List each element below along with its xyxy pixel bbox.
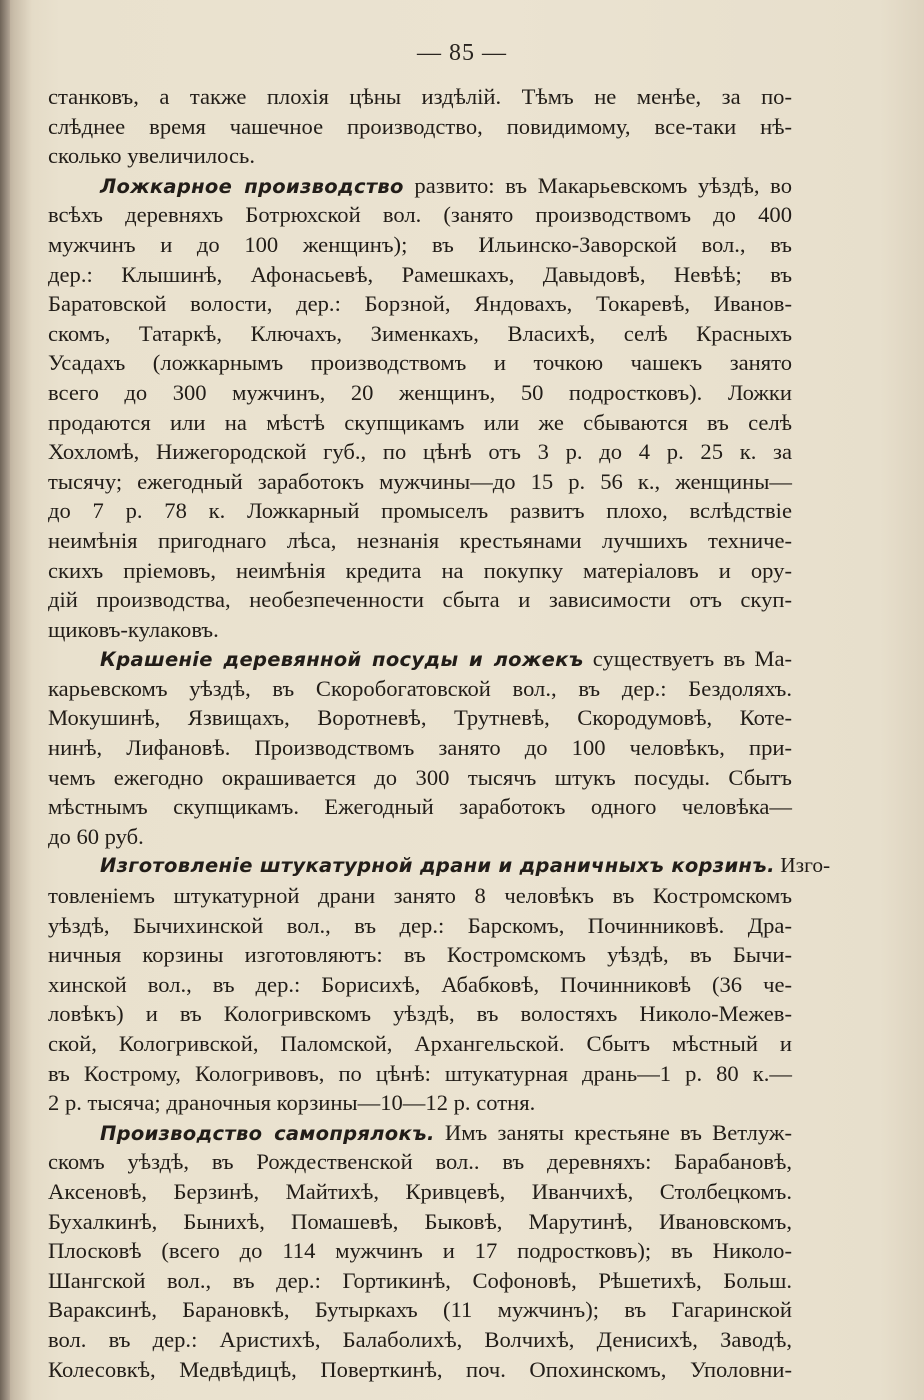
text-line: неимѣнія пригоднаго лѣса, незнанія крестьянами лучшихъ техниче-	[48, 527, 792, 553]
text-line-rest: Имъ заняты крестьяне въ Ветлуж-	[434, 1119, 792, 1145]
paragraph-samopryalki	[48, 1118, 792, 1384]
text-line: продаются или на мѣстѣ скупщикамъ или же сбываются въ селѣ	[48, 409, 792, 435]
text-line: мѣстнымъ скупщикамъ. Ежегодный заработокъ одного человѣка—	[48, 794, 792, 820]
text-line: Хохломѣ, Нижегородской губ., по цѣнѣ отъ 3 р. до 4 р. 25 к. за	[48, 439, 792, 465]
section-heading: Изготовленіе штукатурной драни и драничныхъ корзинъ.	[100, 854, 775, 878]
text-line: карьевскомъ уѣздѣ, въ Скоробогатовской вол., въ дер.: Бездоляхъ.	[48, 675, 792, 701]
text-line: чемъ ежегодно окрашивается до 300 тысячъ штукъ посуды. Сбытъ	[48, 764, 792, 790]
section-heading: Производство самопрялокъ.	[100, 1121, 435, 1145]
text-line: скихъ пріемовъ, неимѣнія кредита на покупку матеріаловъ и ору-	[48, 557, 792, 583]
text-line: станковъ, а также плохія цѣны издѣлій. Тѣмъ не менѣе, за по-	[48, 84, 792, 109]
body-text	[48, 82, 831, 1384]
text-line: Колесовкѣ, Медвѣдицѣ, Поверткинѣ, поч. Опохинскомъ, Уполовни-	[48, 1356, 792, 1382]
paragraph-chashechnoe	[48, 82, 792, 171]
paragraph-drani	[48, 851, 831, 1117]
text-line: мужчинъ и до 100 женщинъ); въ Ильинско-Заворской вол., въ	[48, 231, 792, 257]
text-line-rest: развито: въ Макарьевскомъ уѣздѣ, во	[403, 172, 792, 198]
text-line: Шангской вол., въ дер.: Гортикинѣ, Софоновѣ, Рѣшетихѣ, Больш.	[48, 1267, 792, 1293]
binding-gutter	[0, 0, 10, 1400]
text-line: ничныя корзины изготовляютъ: въ Костромскомъ уѣздѣ, въ Бычи-	[48, 942, 792, 968]
text-line: до 60 руб.	[48, 823, 144, 849]
text-line: Мокушинѣ, Язвищахъ, Воротневѣ, Трутневѣ, Скородумовѣ, Коте-	[48, 705, 792, 731]
text-line-first	[48, 171, 792, 201]
text-line-first	[48, 1118, 792, 1148]
text-line: Аксеновѣ, Берзинѣ, Майтихѣ, Кривцевѣ, Иванчихѣ, Столбецкомъ.	[48, 1178, 792, 1204]
text-line: товленіемъ штукатурной драни занято 8 человѣкъ въ Костромскомъ	[48, 883, 792, 909]
text-line: скомъ, Татаркѣ, Ключахъ, Зименкахъ, Власихѣ, селѣ Красныхъ	[48, 320, 792, 346]
page-number: — 85 —	[417, 40, 507, 66]
text-line-rest: Изго-	[774, 853, 831, 878]
text-line: хинской вол., въ дер.: Борисихѣ, Абабковѣ, Починниковѣ (36 че-	[48, 971, 792, 997]
text-line: Усадахъ (ложкарнымъ производствомъ и точкою чашекъ занято	[48, 350, 792, 376]
text-line-first	[48, 851, 831, 881]
text-line: до 7 р. 78 к. Ложкарный промыселъ развитъ плохо, вслѣдствіе	[48, 498, 792, 524]
paragraph-krashenie	[48, 644, 792, 851]
text-line: нинѣ, Лифановѣ. Производствомъ занято до 100 человѣкъ, при-	[48, 735, 792, 761]
text-line: уѣздѣ, Бычихинской вол., въ дер.: Барскомъ, Починниковѣ. Дра-	[48, 912, 792, 938]
text-line: Вараксинѣ, Барановкѣ, Бутыркахъ (11 мужчинъ); въ Гагаринской	[48, 1297, 792, 1323]
text-line: дій производства, необезпеченности сбыта и зависимости отъ скуп-	[48, 587, 792, 613]
text-line: Баратовской волости, дер.: Борзной, Яндовахъ, Токаревѣ, Иванов-	[48, 291, 792, 317]
text-line: слѣднее время чашечное производство, повидимому, все-таки нѣ-	[48, 113, 792, 139]
text-line: ской, Кологривской, Паломской, Архангельской. Сбытъ мѣстный и	[48, 1031, 792, 1056]
text-line: 2 р. тысяча; драночныя корзины—10—12 р. сотня.	[48, 1090, 536, 1116]
section-heading: Крашеніе деревянной посуды и ложекъ	[100, 648, 584, 672]
text-line: Бухалкинѣ, Бынихѣ, Помашевѣ, Быковѣ, Марутинѣ, Ивановскомъ,	[48, 1208, 792, 1234]
text-line: Плосковѣ (всего до 114 мужчинъ и 17 подростковъ); въ Николо-	[48, 1238, 792, 1264]
text-line: всѣхъ деревняхъ Ботрюхской вол. (занято производствомъ до 400	[48, 202, 792, 228]
text-line: всего до 300 мужчинъ, 20 женщинъ, 50 подростковъ). Ложки	[48, 379, 792, 405]
section-heading: Ложкарное производство	[100, 174, 404, 198]
text-line: въ Кострому, Кологривовъ, по цѣнѣ: штукатурная дрань—1 р. 80 к.—	[48, 1060, 792, 1086]
text-line: щиковъ-кулаковъ.	[48, 616, 219, 642]
text-line: скомъ уѣздѣ, въ Рождественской вол.. въ деревняхъ: Барабановѣ,	[48, 1149, 792, 1175]
text-line: дер.: Клышинѣ, Афонасьевѣ, Рамешкахъ, Давыдовѣ, Невѣѣ; въ	[48, 261, 792, 287]
text-line: тысячу; ежегодный заработокъ мужчины—до 15 р. 56 к., женщины—	[48, 468, 792, 494]
text-line: сколько увеличилось.	[48, 143, 256, 169]
text-line: вол. въ дер.: Аристихѣ, Балаболихѣ, Волчихѣ, Денисихѣ, Заводѣ,	[48, 1326, 792, 1352]
text-line-first	[48, 644, 792, 674]
paragraph-lozhkarnoe	[48, 171, 792, 645]
text-line-rest: существуетъ въ Ма-	[583, 646, 793, 672]
text-line: ловѣкъ) и въ Кологривскомъ уѣздѣ, въ волостяхъ Николо-Межев-	[48, 1001, 792, 1027]
